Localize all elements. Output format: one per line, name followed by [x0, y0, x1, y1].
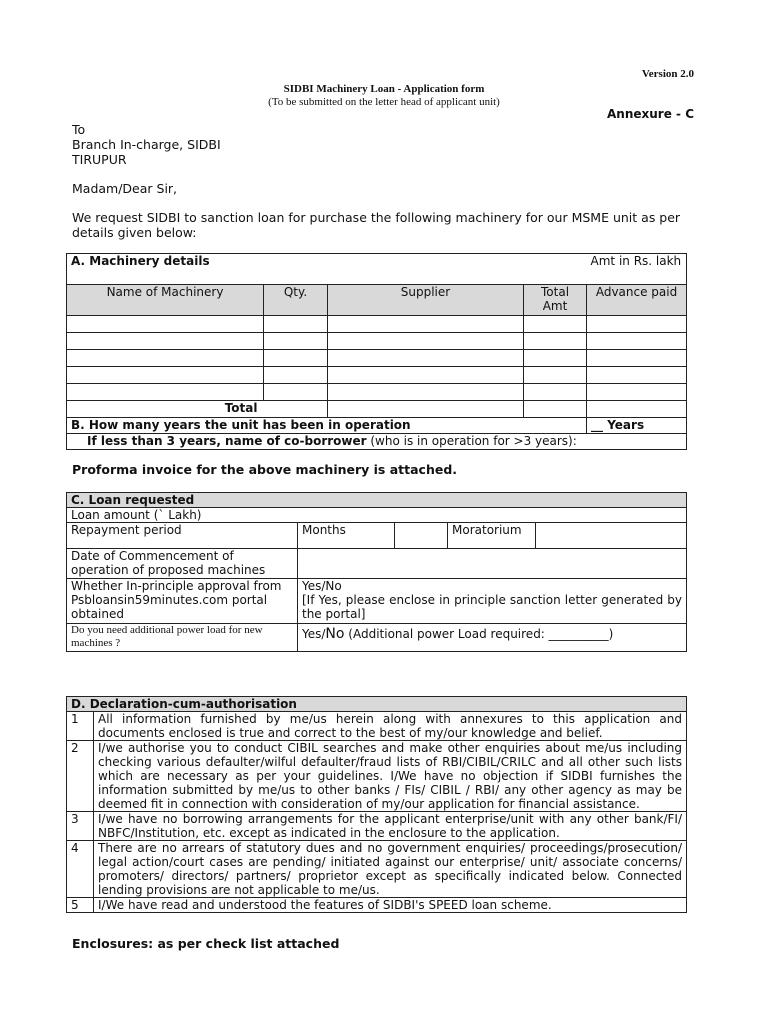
approval-field[interactable]	[298, 579, 687, 624]
approval-yes-no: Yes/No	[302, 579, 342, 593]
declaration-text: I/We have read and understood the features of SIDBI's SPEED loan scheme.	[94, 898, 687, 913]
declaration-number: 1	[67, 712, 94, 741]
commencement-field[interactable]	[298, 549, 687, 579]
table-row	[67, 350, 687, 367]
name-cell[interactable]	[67, 316, 264, 333]
col-supplier: Supplier	[328, 285, 524, 316]
coborrower-label: If less than 3 years, name of co-borrower	[87, 434, 367, 448]
declaration-item	[67, 812, 687, 841]
qty-cell[interactable]	[264, 316, 328, 333]
advance-paid-cell[interactable]	[587, 316, 687, 333]
loan-requested-table	[66, 492, 687, 652]
coborrower-row[interactable]	[67, 434, 687, 450]
declaration-number: 5	[67, 898, 94, 913]
total-advance-sum[interactable]	[587, 401, 687, 418]
declaration-item	[67, 841, 687, 898]
advance-paid-cell[interactable]	[587, 384, 687, 401]
annexure-label: Annexure - C	[607, 107, 694, 121]
declaration-text: I/we authorise you to conduct CIBIL searches and make other enquiries about me/us including checking various defaulter/wilful defaulter/fraud lists of RBI/CIBIL/CRILC and all other such lists which are necessary as per your guidelines. I/We have no objection if SIDBI furnishes the information submitted by me/us to other banks / FIs/ CIBIL / RBI/ any other agency as may be deemed fit in connection with consideration of my/our application for financial assistance.	[94, 741, 687, 812]
table-row	[67, 333, 687, 350]
months-field[interactable]	[395, 523, 448, 549]
total-amt-sum[interactable]	[524, 401, 587, 418]
salutation: Madam/Dear Sir,	[72, 181, 178, 196]
col-qty: Qty.	[264, 285, 328, 316]
advance-paid-cell[interactable]	[587, 350, 687, 367]
table-row	[67, 367, 687, 384]
total-amt-cell[interactable]	[524, 316, 587, 333]
approval-label: Whether In-principle approval from Psbloansin59minutes.com portal obtained	[67, 579, 298, 624]
power-load-label: Do you need additional power load for new machines ?	[67, 624, 298, 652]
repayment-label: Repayment period	[67, 523, 298, 549]
declaration-text: I/we have no borrowing arrangements for the applicant enterprise/unit with any other bank/FI/ NBFC/Institution, etc. except as indicated in the enclosure to the application.	[94, 812, 687, 841]
machinery-details-table	[66, 253, 687, 450]
declaration-item	[67, 712, 687, 741]
supplier-cell[interactable]	[328, 367, 524, 384]
coborrower-note: (who is in operation for >3 years):	[366, 434, 577, 448]
power-load-note: (Additional power Load required: __________)	[344, 627, 614, 641]
declaration-text: There are no arrears of statutory dues and no government enquiries/ proceedings/prosecution/ legal action/court cases are pending/ initiated against our enterprise/ unit/ associate concerns/ promoters/ directors/ partners/ proprietor except as specifically indicated below. Connected lending provisions are not applicable to me/us.	[94, 841, 687, 898]
section-c-heading: C. Loan requested	[67, 493, 687, 508]
address-line-1: Branch In-charge, SIDBI	[72, 137, 221, 152]
total-label: Total	[67, 401, 264, 418]
section-a-heading: A. Machinery details	[67, 254, 587, 285]
qty-cell[interactable]	[264, 367, 328, 384]
version-label: Version 2.0	[641, 68, 694, 80]
total-amt-cell[interactable]	[524, 333, 587, 350]
address-line-2: TIRUPUR	[72, 152, 127, 167]
form-subtitle: (To be submitted on the letter head of applicant unit)	[268, 96, 500, 108]
supplier-cell[interactable]	[328, 316, 524, 333]
col-name-of-machinery: Name of Machinery	[67, 285, 264, 316]
loan-amount-row[interactable]: Loan amount (` Lakh)	[67, 508, 687, 523]
section-d-heading: D. Declaration-cum-authorisation	[67, 697, 687, 712]
name-cell[interactable]	[67, 384, 264, 401]
years-question: B. How many years the unit has been in operation	[67, 418, 587, 434]
declaration-item	[67, 741, 687, 812]
address-to: To	[72, 122, 86, 137]
declaration-number: 2	[67, 741, 94, 812]
total-amt-cell[interactable]	[524, 350, 587, 367]
name-cell[interactable]	[67, 333, 264, 350]
col-total-amt: Total Amt	[524, 285, 587, 316]
total-amt-cell[interactable]	[524, 367, 587, 384]
supplier-cell[interactable]	[328, 350, 524, 367]
form-title: SIDBI Machinery Loan - Application form	[283, 83, 485, 95]
qty-cell[interactable]	[264, 333, 328, 350]
name-cell[interactable]	[67, 350, 264, 367]
power-no: No	[325, 626, 345, 642]
years-field[interactable]: __ Years	[587, 418, 687, 434]
enclosures-note: Enclosures: as per check list attached	[72, 936, 340, 951]
supplier-cell[interactable]	[328, 384, 524, 401]
declaration-number: 4	[67, 841, 94, 898]
advance-paid-cell[interactable]	[587, 333, 687, 350]
qty-cell[interactable]	[264, 350, 328, 367]
table-row	[67, 316, 687, 333]
declaration-number: 3	[67, 812, 94, 841]
months-label: Months	[298, 523, 395, 549]
advance-paid-cell[interactable]	[587, 367, 687, 384]
power-yes: Yes/	[302, 627, 326, 641]
declaration-table	[66, 696, 687, 913]
intro-paragraph: We request SIDBI to sanction loan for purchase the following machinery for our MSME unit as per details given below:	[72, 210, 681, 240]
proforma-note: Proforma invoice for the above machinery is attached.	[72, 462, 458, 477]
moratorium-field[interactable]	[536, 523, 687, 549]
approval-instruction: [If Yes, please enclose in principle sanction letter generated by the portal]	[302, 593, 682, 621]
table-row	[67, 384, 687, 401]
qty-cell[interactable]	[264, 384, 328, 401]
name-cell[interactable]	[67, 367, 264, 384]
commencement-label: Date of Commencement of operation of proposed machines	[67, 549, 298, 579]
supplier-cell[interactable]	[328, 333, 524, 350]
col-advance-paid: Advance paid	[587, 285, 687, 316]
declaration-item	[67, 898, 687, 913]
power-load-field[interactable]	[298, 624, 687, 652]
moratorium-label: Moratorium	[448, 523, 536, 549]
total-amt-cell[interactable]	[524, 384, 587, 401]
amt-note: Amt in Rs. lakh	[587, 254, 687, 285]
declaration-text: All information furnished by me/us herein along with annexures to this application and documents enclosed is true and correct to the best of my/our knowledge and belief.	[94, 712, 687, 741]
